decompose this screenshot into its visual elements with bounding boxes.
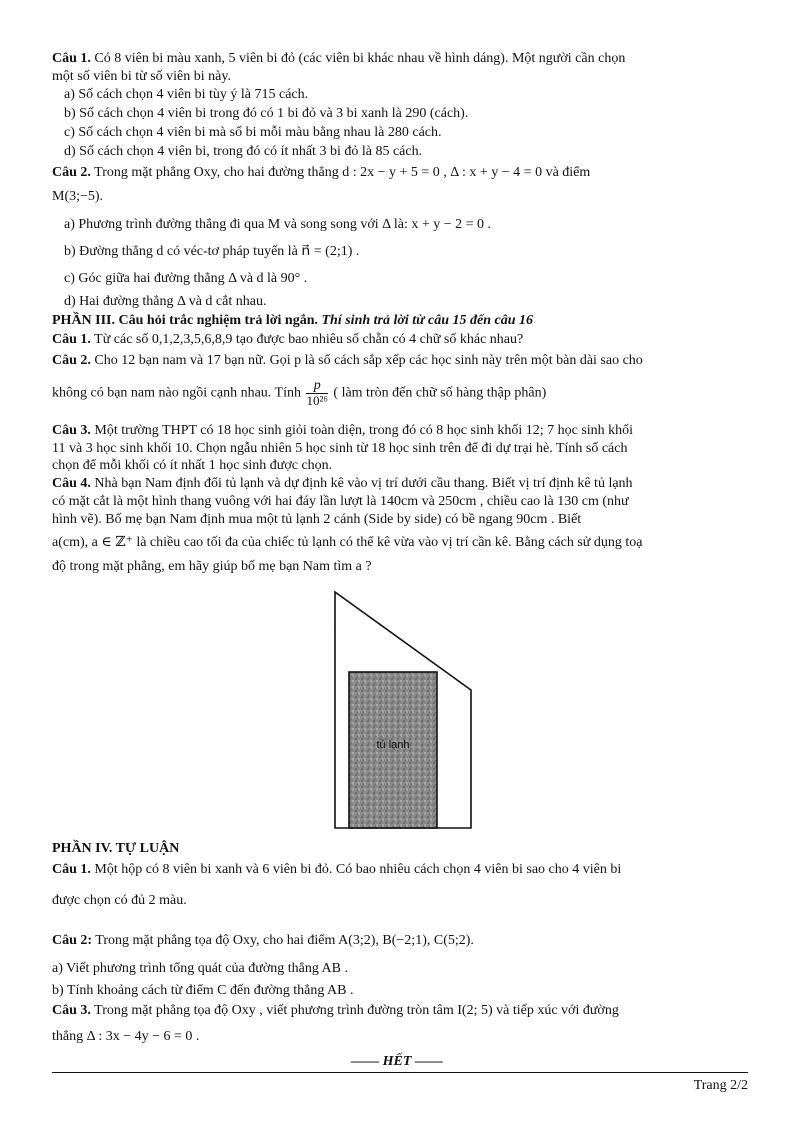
p2-q2-c: c) Góc giữa hai đường thẳng Δ và d là 90° .: [64, 271, 308, 286]
p3-q4-line4: a(cm), a ∈ ℤ⁺ là chiều cao tối đa của chiếc tủ lạnh có thể kê vừa vào vị trí cần kê. Bằng cách sử dụng toạ: [52, 535, 643, 550]
footer-divider: [52, 1072, 748, 1073]
p2-q1-line2: một số viên bi từ số viên bi này.: [52, 69, 231, 84]
p3-q4-line5: độ trong mặt phẳng, em hãy giúp bố mẹ bạn Nam tìm a ?: [52, 559, 372, 574]
p2-q2-a: a) Phương trình đường thẳng đi qua M và song song với Δ là: x + y − 2 = 0 .: [64, 217, 492, 232]
p4-q2-b: b) Tính khoảng cách từ điểm C đến đường thẳng AB .: [52, 983, 354, 998]
end-mark: —— HẾT ——: [351, 1054, 443, 1069]
p3-q4-line3: hình vẽ). Bố mẹ bạn Nam định mua một tủ lạnh 2 cánh (Side by side) có bề ngang 90cm . Biết: [52, 512, 582, 527]
p4-q2-a: a) Viết phương trình tổng quát của đường thẳng AB .: [52, 961, 349, 976]
p3-q1: Câu 1. Từ các số 0,1,2,3,5,6,8,9 tạo được bao nhiêu số chẵn có 4 chữ số khác nhau?: [52, 332, 524, 347]
p2-q1-a: a) Số cách chọn 4 viên bi tùy ý là 715 cách.: [64, 87, 309, 102]
p2-q2-line1: Câu 2. Trong mặt phẳng Oxy, cho hai đường thẳng d : 2x − y + 5 = 0 , Δ : x + y − 4 = 0 và điểm: [52, 165, 591, 180]
p3-q3-line2: 11 và 3 học sinh khối 10. Chọn ngẫu nhiên 5 học sinh từ 18 học sinh trên để đi dự trại hè. Tính số cách: [52, 441, 628, 456]
fridge-under-stairs-figure: [325, 588, 475, 830]
p3-q2-line2: không có bạn nam nào ngồi cạnh nhau. Tính $\frac{p}{\text{10²⁶}}$ ( làm tròn đến chữ số hàng thập phân): [52, 378, 547, 408]
p2-q1-b: b) Số cách chọn 4 viên bi trong đó có 1 bi đỏ và 3 bi xanh là 290 (cách).: [64, 106, 469, 121]
p3-q3-line3: chọn để mỗi khối có ít nhất 1 học sinh được chọn.: [52, 458, 333, 473]
part4-heading: PHẦN IV. TỰ LUẬN: [52, 841, 180, 856]
fridge-label: tủ lạnh: [376, 739, 410, 751]
p3-q4-line2: có mặt cắt là một hình thang vuông với hai đáy lần lượt là 140cm và 250cm , chiều cao là 130 cm (như: [52, 494, 629, 509]
fraction-p-over-10-26: $\frac{p}{\text{10²⁶}}$: [306, 378, 328, 408]
p4-q2: Câu 2: Trong mặt phẳng tọa độ Oxy, cho hai điểm A(3;2), B(−2;1), C(5;2).: [52, 933, 474, 948]
part3-heading: PHẦN III. Câu hỏi trắc nghiệm trả lời ngắn. Thí sinh trả lời từ câu 15 đến câu 16: [52, 313, 534, 328]
p2-q2-line2: M(3;−5).: [52, 189, 104, 204]
p2-q1-line1: Câu 1. Có 8 viên bi màu xanh, 5 viên bi đỏ (các viên bi khác nhau về hình dáng). Một người cần chọn: [52, 51, 626, 66]
p4-q3-line2: thẳng Δ : 3x − 4y − 6 = 0 .: [52, 1029, 200, 1044]
p4-q1-line1: Câu 1. Một hộp có 8 viên bi xanh và 6 viên bi đỏ. Có bao nhiêu cách chọn 4 viên bi sao cho 4 viên bi: [52, 862, 622, 877]
p2-q2-b: b) Đường thẳng d có véc-tơ pháp tuyến là n⃗ = (2;1) .: [64, 244, 360, 259]
p2-q1-d: d) Số cách chọn 4 viên bi, trong đó có ít nhất 3 bi đỏ là 85 cách.: [64, 144, 423, 159]
p3-q3-line1: Câu 3. Một trường THPT có 18 học sinh giỏi toàn diện, trong đó có 8 học sinh khối 12; 7 học sinh khối: [52, 423, 634, 438]
figure-svg: [325, 588, 475, 830]
p3-q4-line1: Câu 4. Nhà bạn Nam định đổi tủ lạnh và dự định kê vào vị trí dưới cầu thang. Biết vị trí định kê tủ lạnh: [52, 476, 633, 491]
p2-q2-d: d) Hai đường thẳng Δ và d cắt nhau.: [64, 294, 267, 309]
p4-q3-line1: Câu 3. Trong mặt phẳng tọa độ Oxy , viết phương trình đường tròn tâm I(2; 5) và tiếp xúc với đường: [52, 1003, 619, 1018]
p4-q1-line2: được chọn có đủ 2 màu.: [52, 893, 187, 908]
page-number: Trang 2/2: [693, 1078, 748, 1093]
p2-q1-c: c) Số cách chọn 4 viên bi mà số bi mỗi màu bằng nhau là 280 cách.: [64, 125, 442, 140]
p3-q2-line1: Câu 2. Cho 12 bạn nam và 17 bạn nữ. Gọi p là số cách sắp xếp các học sinh này trên một bàn dài sao cho: [52, 353, 643, 368]
